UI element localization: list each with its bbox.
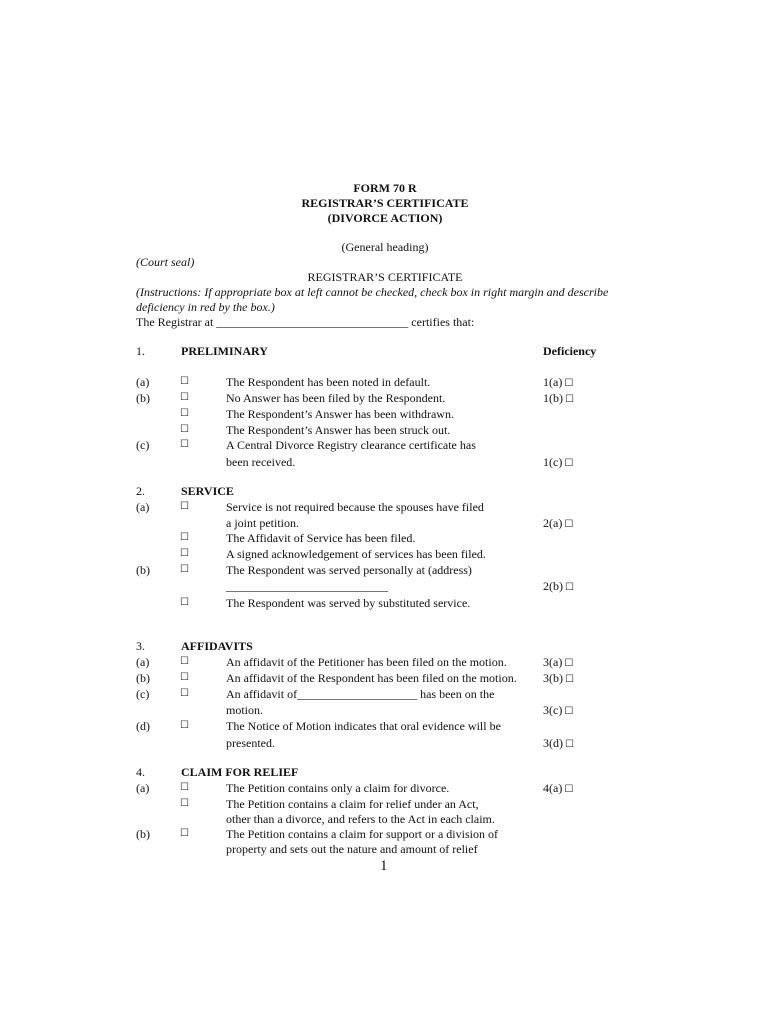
item-1c-text-1: A Central Divorce Registry clearance certificate has [226, 438, 476, 452]
deficiency-header: Deficiency [543, 344, 597, 358]
form-title: REGISTRAR’S CERTIFICATE [301, 196, 469, 210]
item-3d-label: (d) [136, 719, 150, 733]
item-2a-checkbox[interactable]: ☐ [180, 501, 189, 512]
item-1b-text: No Answer has been filed by the Respondent. [226, 391, 446, 405]
item-1a-label: (a) [136, 375, 150, 389]
deficiency-1c-checkbox[interactable]: ☐ [564, 458, 574, 469]
item-3d-text-2: presented. [226, 736, 275, 750]
page-number: 1 [380, 858, 388, 874]
item-1b3-text: The Respondent’s Answer has been struck out. [226, 423, 451, 437]
item-1a-checkbox[interactable]: ☐ [180, 376, 189, 387]
item-2b-label: (b) [136, 563, 150, 577]
deficiency-1c-label: 1(c) [543, 455, 563, 469]
item-2b-checkbox[interactable]: ☐ [180, 564, 189, 575]
section-3-title: AFFIDAVITS [181, 639, 253, 653]
section-3-number: 3. [136, 639, 145, 653]
deficiency-3c-checkbox[interactable]: ☐ [564, 706, 574, 717]
item-1b2-text: The Respondent’s Answer has been withdrawn. [226, 407, 454, 421]
item-4a2-text-2: other than a divorce, and refers to the Act in each claim. [226, 812, 495, 826]
item-4a-text: The Petition contains only a claim for divorce. [226, 781, 450, 795]
instructions-line-1: (Instructions: If appropriate box at left cannot be checked, check box in right margin and describe [136, 285, 609, 299]
item-3d-checkbox[interactable]: ☐ [180, 720, 189, 731]
section-4-number: 4. [136, 765, 145, 779]
section-4-title: CLAIM FOR RELIEF [181, 765, 299, 779]
form-number: FORM 70 R [353, 181, 417, 195]
deficiency-1b [543, 390, 574, 408]
deficiency-1b-checkbox[interactable]: ☐ [565, 394, 574, 405]
item-2a-label: (a) [136, 500, 150, 514]
item-2b-text-1: The Respondent was served personally at (address) [226, 563, 472, 577]
item-4a-label: (a) [136, 781, 150, 795]
deficiency-2a [543, 515, 573, 533]
item-2b2-checkbox[interactable]: ☐ [180, 597, 189, 608]
deficiency-1b-label: 1(b) [543, 391, 563, 405]
deficiency-3b-label: 3(b) [543, 671, 563, 685]
certificate-heading: REGISTRAR’S CERTIFICATE [307, 270, 463, 284]
item-2b-address-blank: ___________________________ [226, 579, 388, 593]
deficiency-3b [543, 670, 574, 688]
deficiency-3a-checkbox[interactable]: ☐ [564, 658, 574, 669]
item-3b-label: (b) [136, 671, 150, 685]
item-4a-checkbox[interactable]: ☐ [180, 782, 189, 793]
item-3a-text: An affidavit of the Petitioner has been filed on the motion. [226, 655, 507, 669]
item-3d-text-1: The Notice of Motion indicates that oral evidence will be [226, 719, 501, 733]
section-2-title: SERVICE [181, 484, 234, 498]
deficiency-4a-label: 4(a) [543, 781, 563, 795]
deficiency-1a-label: 1(a) [543, 375, 563, 389]
item-4a2-checkbox[interactable]: ☐ [180, 798, 189, 809]
item-3b-checkbox[interactable]: ☐ [180, 672, 189, 683]
deficiency-3d [543, 735, 574, 753]
item-1b3-checkbox[interactable]: ☐ [180, 424, 189, 435]
deficiency-3b-checkbox[interactable]: ☐ [565, 674, 574, 685]
item-1c-checkbox[interactable]: ☐ [180, 439, 189, 450]
deficiency-2b-label: 2(b) [543, 579, 563, 593]
deficiency-3a-label: 3(a) [543, 655, 563, 669]
item-4a2-text-1: The Petition contains a claim for relief under an Act, [226, 797, 479, 811]
deficiency-3d-checkbox[interactable]: ☐ [565, 739, 574, 750]
item-4b-text-1: The Petition contains a claim for support or a division of [226, 827, 498, 841]
item-2a3-text: A signed acknowledgement of services has been filed. [226, 547, 486, 561]
item-2a-text-2: a joint petition. [226, 516, 299, 530]
item-1c-label: (c) [136, 438, 150, 452]
item-4b-text-2: property and sets out the nature and amount of relief [226, 842, 478, 856]
deficiency-3d-label: 3(d) [543, 736, 563, 750]
item-3c-checkbox[interactable]: ☐ [180, 688, 189, 699]
item-4b-checkbox[interactable]: ☐ [180, 828, 189, 839]
deficiency-3c [543, 702, 573, 720]
instructions-line-2: deficiency in red by the box.) [136, 300, 275, 314]
form-subtitle: (DIVORCE ACTION) [327, 211, 443, 225]
deficiency-2b [543, 578, 574, 596]
item-3a-checkbox[interactable]: ☐ [180, 656, 189, 667]
section-1-title: PRELIMINARY [181, 344, 268, 358]
deficiency-4a-checkbox[interactable]: ☐ [564, 784, 574, 795]
item-1a-text: The Respondent has been noted in default. [226, 375, 431, 389]
deficiency-3c-label: 3(c) [543, 703, 563, 717]
item-2b2-text: The Respondent was served by substituted service. [226, 596, 471, 610]
item-3b-text: An affidavit of the Respondent has been filed on the motion. [226, 671, 517, 685]
deficiency-2b-checkbox[interactable]: ☐ [565, 582, 574, 593]
item-4b-label: (b) [136, 827, 150, 841]
deficiency-4a [543, 780, 573, 798]
item-1c-text-2: been received. [226, 455, 296, 469]
court-seal: (Court seal) [136, 255, 195, 269]
deficiency-2a-checkbox[interactable]: ☐ [564, 519, 574, 530]
section-1-number: 1. [136, 344, 145, 358]
item-2a2-checkbox[interactable]: ☐ [180, 532, 189, 543]
deficiency-1a-checkbox[interactable]: ☐ [564, 378, 574, 389]
section-2-number: 2. [136, 484, 145, 498]
item-3c-text-1: An affidavit of____________________ has been on the [226, 687, 495, 701]
item-3c-text-2: motion. [226, 703, 264, 717]
item-3c-label: (c) [136, 687, 150, 701]
item-1b2-checkbox[interactable]: ☐ [180, 408, 189, 419]
deficiency-2a-label: 2(a) [543, 516, 563, 530]
item-3a-label: (a) [136, 655, 150, 669]
item-2a3-checkbox[interactable]: ☐ [180, 548, 189, 559]
item-2a-text-1: Service is not required because the spouses have filed [226, 500, 484, 514]
item-1b-label: (b) [136, 391, 150, 405]
general-heading: (General heading) [341, 240, 429, 254]
registrar-line: The Registrar at ________________________________ certifies that: [136, 315, 475, 329]
item-1b-checkbox[interactable]: ☐ [180, 392, 189, 403]
item-2a2-text: The Affidavit of Service has been filed. [226, 531, 416, 545]
deficiency-1c [543, 454, 573, 472]
